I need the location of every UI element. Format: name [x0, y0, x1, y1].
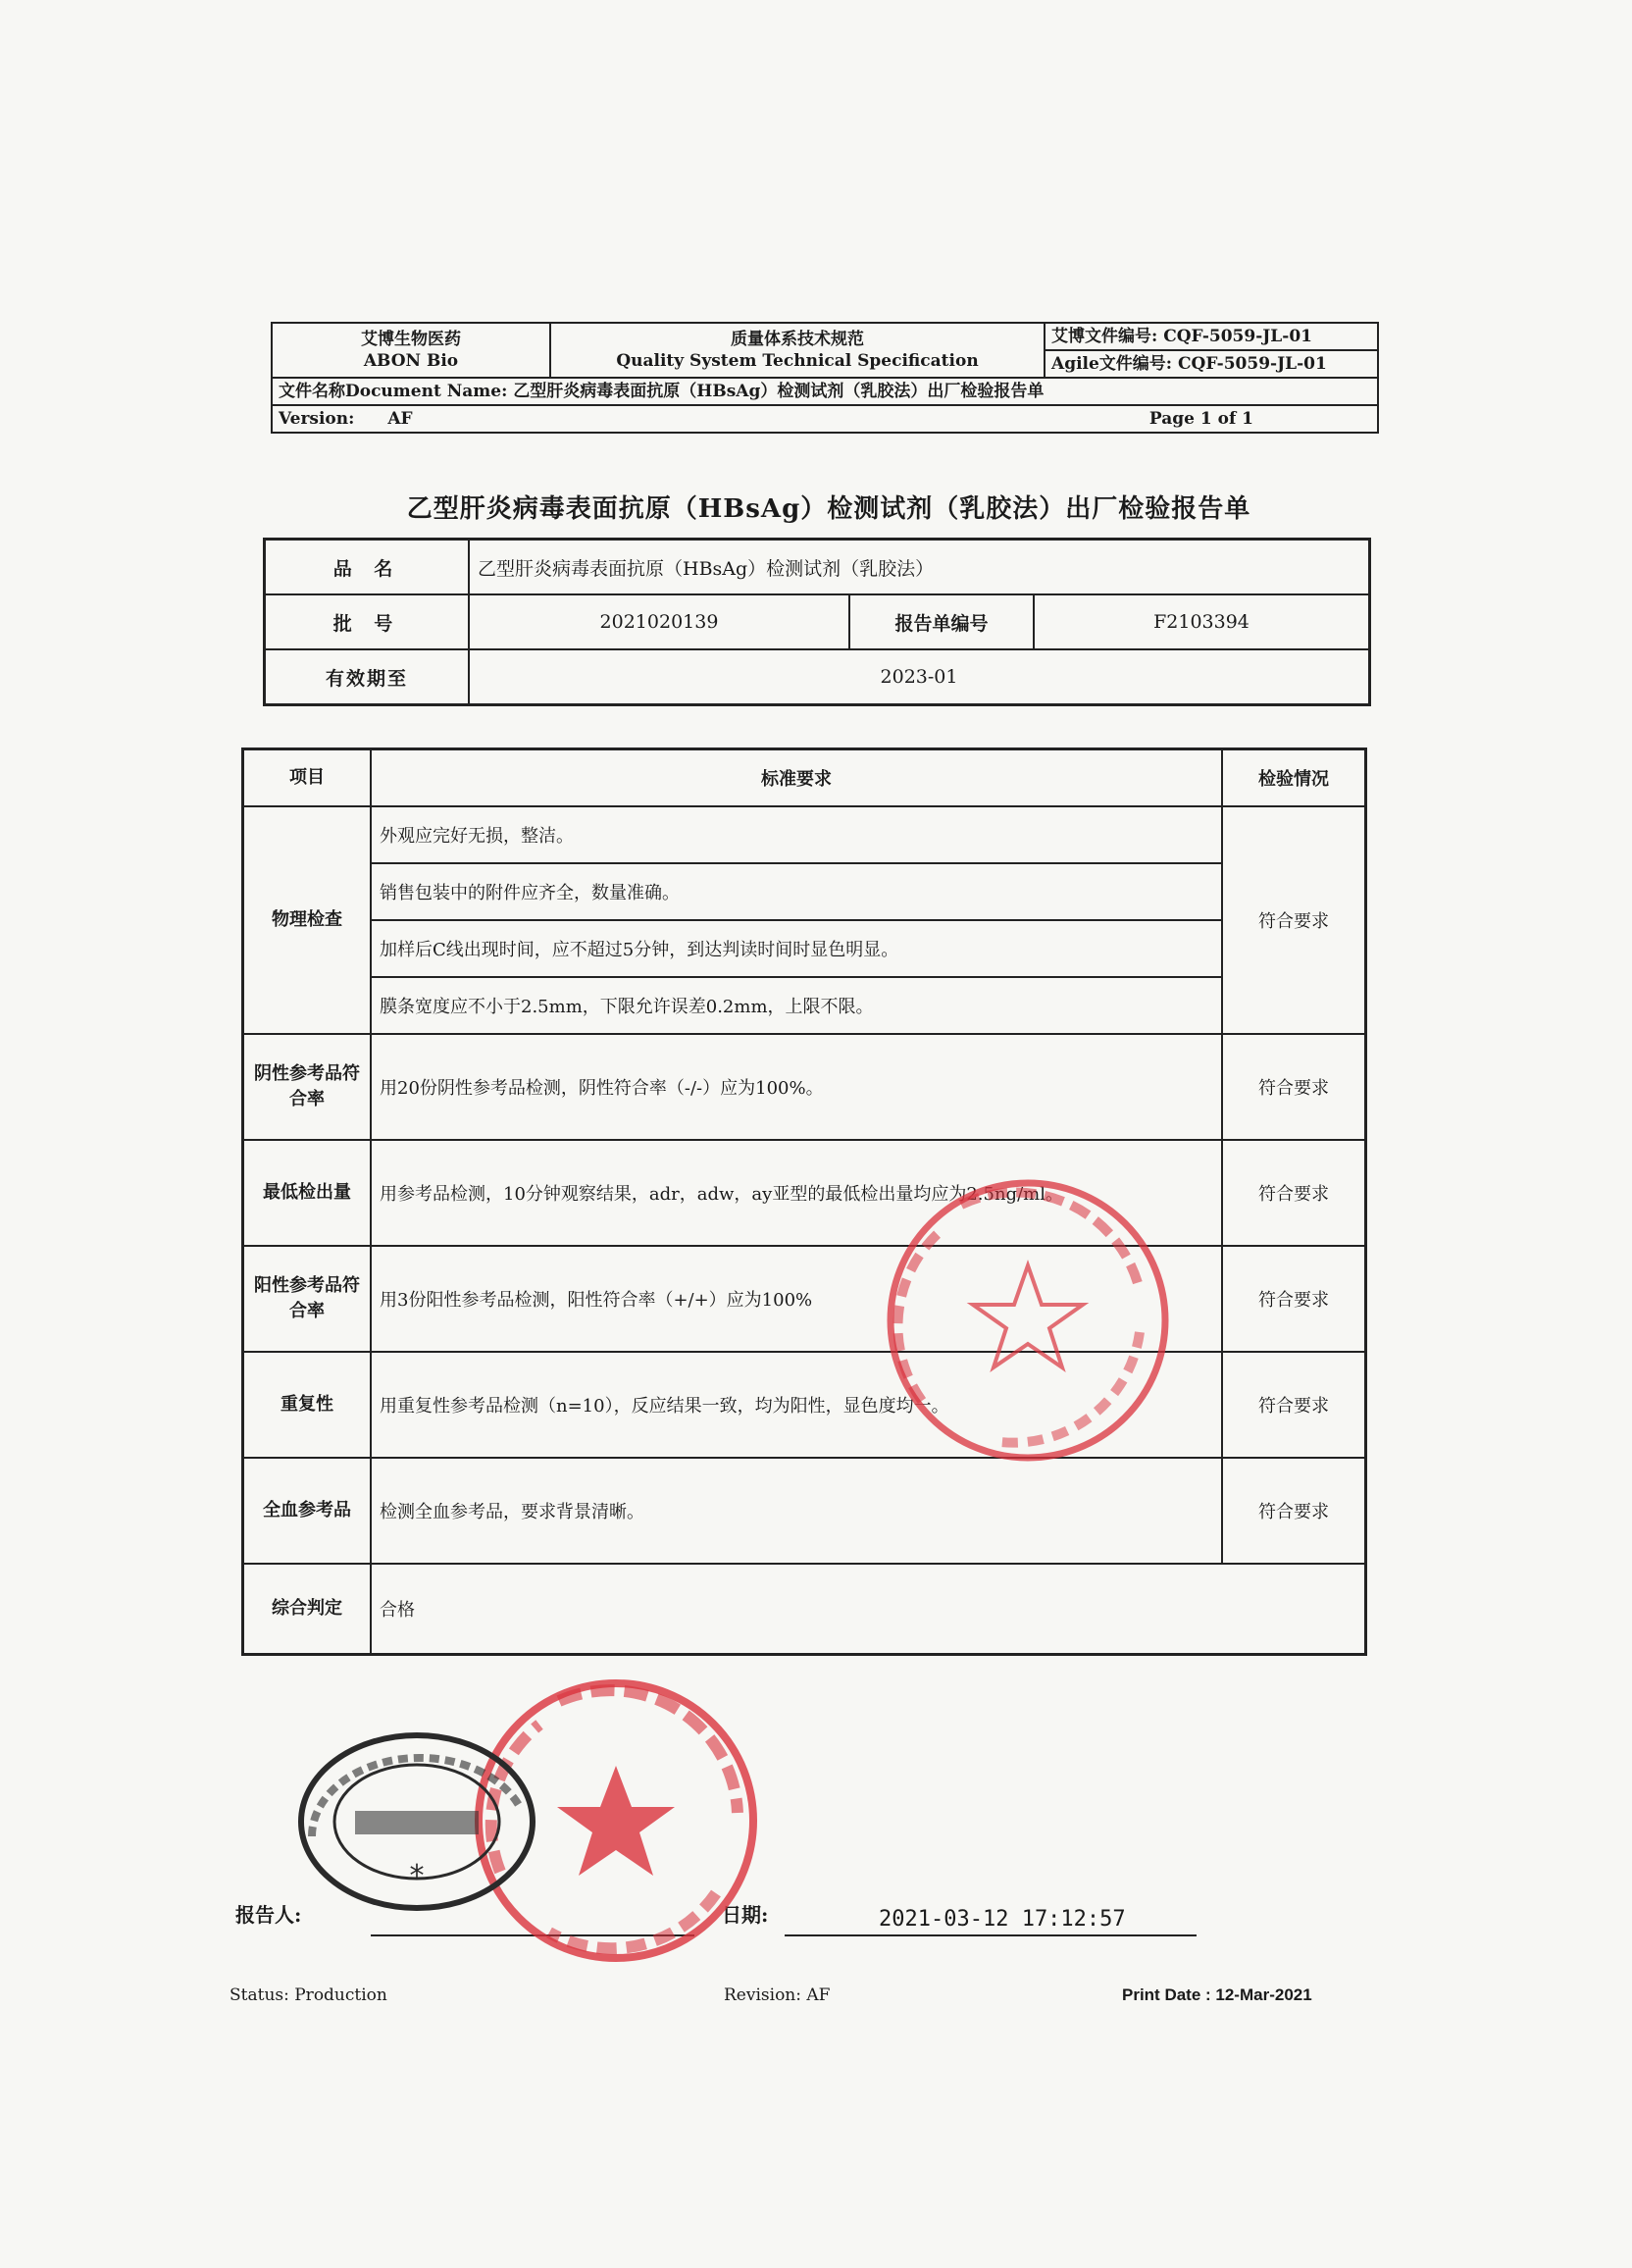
file-number: 艾博文件编号: CQF-5059-JL-01: [1046, 324, 1377, 351]
repeatability-label: 重复性: [243, 1352, 372, 1458]
spec-cn: 质量体系技术规范: [731, 330, 864, 349]
expiry-label: 有效期至: [265, 649, 470, 705]
whole-blood-result: 符合要求: [1222, 1458, 1366, 1564]
company-cn: 艾博生物医药: [361, 330, 461, 349]
batch-label: 批 号: [265, 594, 470, 649]
page-number: Page 1 of 1: [1148, 409, 1253, 429]
document-name-label: 文件名称Document Name:: [279, 382, 508, 401]
reporter-signature-line: [371, 1934, 694, 1936]
whole-blood-label: 全血参考品: [243, 1458, 372, 1564]
document-name-row: [272, 378, 1378, 405]
report-datetime: 2021-03-12 17:12:57: [879, 1907, 1126, 1932]
company-cell: [272, 323, 550, 378]
negative-reference-result: 符合要求: [1222, 1034, 1366, 1140]
positive-reference-label: 阳性参考品符合率: [243, 1246, 372, 1352]
physical-check-label: 物理检查: [243, 806, 372, 1034]
negative-reference-label: 阴性参考品符合率: [243, 1034, 372, 1140]
min-detection-result: 符合要求: [1222, 1140, 1366, 1246]
version-value: AF: [387, 409, 413, 429]
product-label: 品 名: [265, 540, 470, 595]
quality-control-oval-stamp: [294, 1728, 539, 1915]
physical-check-result: 符合要求: [1222, 806, 1366, 1034]
min-detection-label: 最低检出量: [243, 1140, 372, 1246]
version-row: [272, 405, 1378, 433]
date-line: [785, 1934, 1197, 1936]
company-seal-stamp: [471, 1675, 761, 1966]
column-standard: 标准要求: [371, 749, 1222, 807]
version-label: Version:: [279, 409, 355, 429]
whole-blood-standard: 检测全血参考品，要求背景清晰。: [371, 1458, 1222, 1564]
positive-reference-result: 符合要求: [1222, 1246, 1366, 1352]
negative-reference-standard: 用20份阴性参考品检测，阴性符合率（-/-）应为100%。: [371, 1034, 1222, 1140]
spec-en: Quality System Technical Specification: [616, 351, 979, 371]
verdict-label: 综合判定: [243, 1564, 372, 1655]
batch-number: 2021020139: [469, 594, 849, 649]
revision-text: Revision: AF: [724, 1985, 831, 2005]
inspection-table: [241, 747, 1367, 1656]
column-item: 项目: [243, 749, 372, 807]
verdict-value: 合格: [371, 1564, 1366, 1655]
company-en: ABON Bio: [363, 351, 459, 371]
product-info-table: [263, 538, 1371, 706]
report-title: 乙型肝炎病毒表面抗原（HBsAg）检测试剂（乳胶法）出厂检验报告单: [406, 494, 1251, 524]
repeatability-result: 符合要求: [1222, 1352, 1366, 1458]
min-detection-standard: 用参考品检测，10分钟观察结果，adr，adw，ay亚型的最低检出量均应为2.5ng/ml。: [371, 1140, 1222, 1246]
physical-requirement: 膜条宽度应不小于2.5mm，下限允许误差0.2mm，上限不限。: [371, 977, 1222, 1034]
svg-text:*: *: [409, 1859, 425, 1893]
column-result: 检验情况: [1222, 749, 1366, 807]
file-number-cell: [1045, 323, 1378, 378]
physical-requirement: 外观应完好无损，整洁。: [371, 806, 1222, 863]
repeatability-standard: 用重复性参考品检测（n=10），反应结果一致，均为阳性，显色度均一。: [371, 1352, 1222, 1458]
document-header: [271, 322, 1379, 434]
positive-reference-standard: 用3份阳性参考品检测，阳性符合率（+/+）应为100%: [371, 1246, 1222, 1352]
physical-requirement: 销售包装中的附件应齐全，数量准确。: [371, 863, 1222, 920]
product-name: 乙型肝炎病毒表面抗原（HBsAg）检测试剂（乳胶法）: [469, 540, 1370, 595]
report-number-label: 报告单编号: [849, 594, 1034, 649]
document-name: 乙型肝炎病毒表面抗原（HBsAg）检测试剂（乳胶法）出厂检验报告单: [513, 382, 1045, 401]
agile-number: Agile文件编号: CQF-5059-JL-01: [1051, 354, 1327, 374]
expiry-date: 2023-01: [469, 649, 1370, 705]
reporter-label: 报告人:: [235, 1903, 302, 1927]
date-label: 日期:: [722, 1903, 769, 1927]
print-date: Print Date : 12-Mar-2021: [1122, 1985, 1312, 2004]
physical-requirement: 加样后C线出现时间，应不超过5分钟，到达判读时间时显色明显。: [371, 920, 1222, 977]
status-text: Status: Production: [230, 1985, 387, 2005]
spec-cell: [550, 323, 1045, 378]
report-number: F2103394: [1034, 594, 1370, 649]
